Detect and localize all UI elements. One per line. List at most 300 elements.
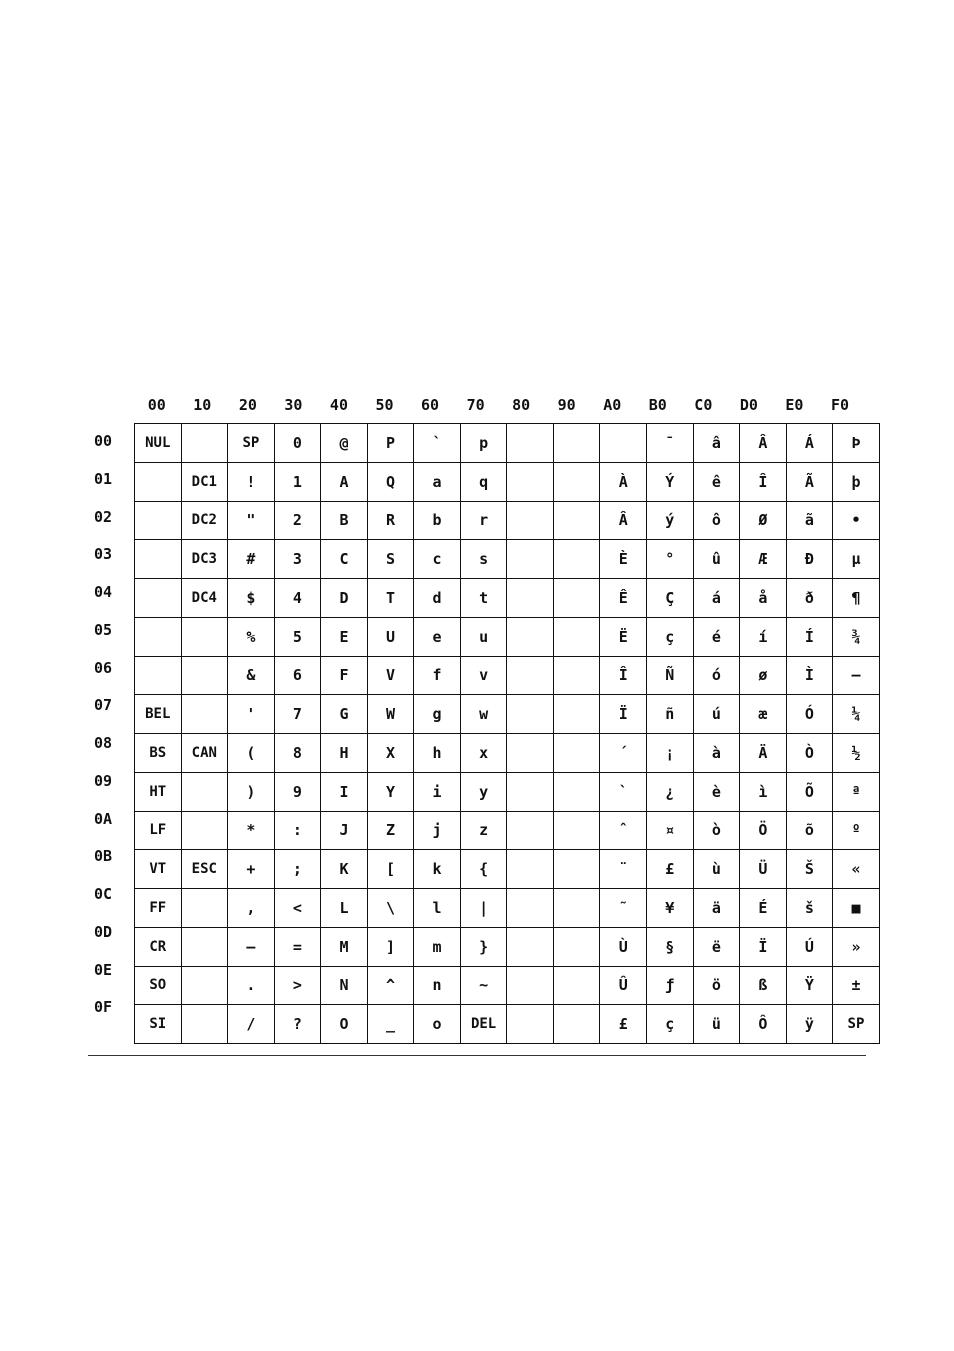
row-label: 03	[94, 545, 113, 564]
table-cell: Ñ	[647, 656, 694, 695]
table-cell: ¥	[647, 889, 694, 928]
table-cell: á	[693, 579, 740, 618]
table-cell: C	[321, 540, 368, 579]
table-cell: c	[414, 540, 461, 579]
table-cell: ø	[740, 656, 787, 695]
table-cell: SI	[135, 1005, 182, 1044]
table-cell	[181, 811, 228, 850]
table-cell: +	[228, 850, 275, 889]
table-cell: ¡	[647, 734, 694, 773]
table-cell: ã	[786, 501, 833, 540]
table-cell: n	[414, 966, 461, 1005]
table-cell	[553, 927, 600, 966]
table-cell: r	[460, 501, 507, 540]
table-cell: T	[367, 579, 414, 618]
table-cell: (	[228, 734, 275, 773]
table-cell: õ	[786, 811, 833, 850]
table-cell: k	[414, 850, 461, 889]
table-cell: ý	[647, 501, 694, 540]
table-cell: Ç	[647, 579, 694, 618]
table-cell: —	[833, 656, 880, 695]
table-cell: ]	[367, 927, 414, 966]
table-cell: û	[693, 540, 740, 579]
table-cell: P	[367, 424, 414, 463]
table-cell: Ê	[600, 579, 647, 618]
table-row	[135, 656, 880, 695]
table-cell	[135, 462, 182, 501]
table-cell	[507, 501, 554, 540]
table-cell: W	[367, 695, 414, 734]
table-cell: Ø	[740, 501, 787, 540]
table-cell: )	[228, 772, 275, 811]
table-cell: b	[414, 501, 461, 540]
table-cell: ì	[740, 772, 787, 811]
table-cell: L	[321, 889, 368, 928]
table-cell: X	[367, 734, 414, 773]
table-cell	[553, 1005, 600, 1044]
table-cell: Š	[786, 850, 833, 889]
table-cell: }	[460, 927, 507, 966]
table-cell: >	[274, 966, 321, 1005]
table-cell: "	[228, 501, 275, 540]
table-cell: <	[274, 889, 321, 928]
table-cell: I	[321, 772, 368, 811]
table-cell	[135, 579, 182, 618]
table-cell: £	[600, 1005, 647, 1044]
table-cell: Á	[786, 424, 833, 463]
table-cell: ½	[833, 734, 880, 773]
table-cell: d	[414, 579, 461, 618]
table-cell	[507, 656, 554, 695]
table-cell: Ú	[786, 927, 833, 966]
table-cell: i	[414, 772, 461, 811]
table-row	[135, 889, 880, 928]
table-cell: DC2	[181, 501, 228, 540]
table-cell: ?	[274, 1005, 321, 1044]
table-cell: =	[274, 927, 321, 966]
table-cell: Q	[367, 462, 414, 501]
table-cell: h	[414, 734, 461, 773]
table-cell: HT	[135, 772, 182, 811]
table-cell	[507, 540, 554, 579]
column-header: 60	[421, 396, 440, 414]
table-cell: ¤	[647, 811, 694, 850]
table-cell: E	[321, 617, 368, 656]
table-cell	[553, 850, 600, 889]
table-cell: Ï	[600, 695, 647, 734]
row-label: 09	[94, 771, 113, 790]
table-cell: 6	[274, 656, 321, 695]
table-cell: u	[460, 617, 507, 656]
table-cell: j	[414, 811, 461, 850]
table-cell: â	[693, 424, 740, 463]
table-cell: ~	[460, 966, 507, 1005]
table-cell: .	[228, 966, 275, 1005]
table-cell: Ò	[786, 734, 833, 773]
table-cell: ð	[786, 579, 833, 618]
row-label: 0E	[94, 960, 113, 979]
table-cell: CAN	[181, 734, 228, 773]
table-cell: 5	[274, 617, 321, 656]
column-header: B0	[648, 396, 667, 414]
table-cell: $	[228, 579, 275, 618]
row-label: 08	[94, 734, 113, 752]
table-cell	[507, 772, 554, 811]
row-label: 05	[94, 620, 113, 639]
table-cell	[553, 772, 600, 811]
table-cell: ˆ	[600, 811, 647, 850]
table-cell: Æ	[740, 540, 787, 579]
table-cell: è	[693, 772, 740, 811]
table-cell: È	[600, 540, 647, 579]
table-cell	[553, 695, 600, 734]
table-cell: ƒ	[647, 966, 694, 1005]
table-cell	[181, 617, 228, 656]
table-cell: SP	[833, 1005, 880, 1044]
table-cell	[135, 501, 182, 540]
table-cell: Ù	[600, 927, 647, 966]
table-cell: Ô	[740, 1005, 787, 1044]
table-cell: å	[740, 579, 787, 618]
table-cell	[181, 1005, 228, 1044]
table-row	[135, 927, 880, 966]
row-label: 01	[94, 469, 113, 488]
table-row	[135, 462, 880, 501]
table-cell: Y	[367, 772, 414, 811]
table-cell: ç	[647, 1005, 694, 1044]
table-cell	[181, 927, 228, 966]
table-cell: Â	[740, 424, 787, 463]
table-cell	[181, 424, 228, 463]
table-cell: ¼	[833, 695, 880, 734]
column-header-row	[134, 393, 863, 417]
table-cell	[553, 501, 600, 540]
table-cell	[553, 424, 600, 463]
table-cell: g	[414, 695, 461, 734]
row-label: 0B	[94, 847, 113, 866]
table-cell	[553, 579, 600, 618]
table-cell: š	[786, 889, 833, 928]
column-header: 80	[512, 396, 531, 414]
footer-rule	[88, 1055, 866, 1056]
table-cell: 3	[274, 540, 321, 579]
table-cell: Ä	[740, 734, 787, 773]
table-cell: Í	[786, 617, 833, 656]
table-cell: Đ	[786, 540, 833, 579]
table-cell: §	[647, 927, 694, 966]
table-cell: F	[321, 656, 368, 695]
table-cell: [	[367, 850, 414, 889]
table-cell: 8	[274, 734, 321, 773]
table-cell	[507, 734, 554, 773]
row-label: 00	[94, 432, 113, 450]
table-cell: `	[600, 772, 647, 811]
table-row	[135, 811, 880, 850]
table-cell: m	[414, 927, 461, 966]
table-cell: DC4	[181, 579, 228, 618]
column-header: A0	[603, 396, 622, 414]
table-cell: N	[321, 966, 368, 1005]
table-cell: SP	[228, 424, 275, 463]
column-header: C0	[694, 396, 713, 414]
table-cell	[135, 540, 182, 579]
table-cell	[507, 889, 554, 928]
table-cell	[507, 966, 554, 1005]
table-cell: Î	[600, 656, 647, 695]
table-row	[135, 734, 880, 773]
table-cell	[507, 927, 554, 966]
table-cell: í	[740, 617, 787, 656]
table-cell: ù	[693, 850, 740, 889]
table-cell: ë	[693, 927, 740, 966]
table-cell	[135, 656, 182, 695]
table-cell: BEL	[135, 695, 182, 734]
table-cell: %	[228, 617, 275, 656]
table-cell: J	[321, 811, 368, 850]
table-cell: ª	[833, 772, 880, 811]
table-cell: Ã	[786, 462, 833, 501]
table-cell: R	[367, 501, 414, 540]
table-cell	[553, 734, 600, 773]
column-header: 90	[557, 396, 576, 414]
table-cell: ÿ	[786, 1005, 833, 1044]
table-cell	[553, 889, 600, 928]
row-label: 04	[94, 583, 113, 601]
table-cell	[553, 966, 600, 1005]
table-cell: y	[460, 772, 507, 811]
table-cell: —	[228, 927, 275, 966]
table-cell: 1	[274, 462, 321, 501]
table-cell	[553, 617, 600, 656]
character-code-table	[134, 423, 880, 1044]
table-cell: '	[228, 695, 275, 734]
table-cell: ˜	[600, 889, 647, 928]
table-cell	[553, 540, 600, 579]
table-cell: ü	[693, 1005, 740, 1044]
table-cell: ä	[693, 889, 740, 928]
table-cell: Ý	[647, 462, 694, 501]
table-cell: «	[833, 850, 880, 889]
table-cell: ¶	[833, 579, 880, 618]
table-cell: #	[228, 540, 275, 579]
table-cell: é	[693, 617, 740, 656]
table-row	[135, 501, 880, 540]
table-cell: 2	[274, 501, 321, 540]
table-cell: Õ	[786, 772, 833, 811]
table-cell: {	[460, 850, 507, 889]
table-cell	[507, 695, 554, 734]
table-cell: VT	[135, 850, 182, 889]
column-header: 00	[147, 396, 166, 414]
table-cell: à	[693, 734, 740, 773]
table-cell: NUL	[135, 424, 182, 463]
table-cell	[507, 811, 554, 850]
table-row	[135, 695, 880, 734]
table-cell: ó	[693, 656, 740, 695]
table-cell: &	[228, 656, 275, 695]
table-cell: þ	[833, 462, 880, 501]
table-cell: x	[460, 734, 507, 773]
table-cell: B	[321, 501, 368, 540]
column-header: 40	[329, 396, 348, 414]
table-cell: FF	[135, 889, 182, 928]
table-cell: s	[460, 540, 507, 579]
table-cell: t	[460, 579, 507, 618]
table-cell: ê	[693, 462, 740, 501]
table-cell	[507, 1005, 554, 1044]
table-cell	[600, 424, 647, 463]
table-cell: »	[833, 927, 880, 966]
table-cell: A	[321, 462, 368, 501]
table-cell: z	[460, 811, 507, 850]
table-row	[135, 966, 880, 1005]
column-header: 50	[375, 396, 394, 414]
table-cell: *	[228, 811, 275, 850]
table-cell: ô	[693, 501, 740, 540]
table-cell: ±	[833, 966, 880, 1005]
table-cell: V	[367, 656, 414, 695]
table-row	[135, 424, 880, 463]
table-cell: DC3	[181, 540, 228, 579]
table-cell	[135, 617, 182, 656]
table-cell: |	[460, 889, 507, 928]
table-cell: p	[460, 424, 507, 463]
table-cell: ¿	[647, 772, 694, 811]
table-row	[135, 772, 880, 811]
table-cell: Û	[600, 966, 647, 1005]
table-cell	[181, 966, 228, 1005]
table-cell	[181, 695, 228, 734]
table-row	[135, 579, 880, 618]
table-cell: O	[321, 1005, 368, 1044]
table-cell: Ì	[786, 656, 833, 695]
table-cell: a	[414, 462, 461, 501]
table-cell: µ	[833, 540, 880, 579]
table-cell: ´	[600, 734, 647, 773]
table-cell: BS	[135, 734, 182, 773]
table-cell	[553, 462, 600, 501]
table-cell	[181, 656, 228, 695]
row-label: 02	[94, 507, 113, 526]
table-cell: H	[321, 734, 368, 773]
table-cell: ¯	[647, 424, 694, 463]
table-cell: DC1	[181, 462, 228, 501]
column-header: D0	[739, 396, 758, 414]
table-cell	[507, 850, 554, 889]
column-header: 30	[284, 396, 303, 414]
table-cell: G	[321, 695, 368, 734]
table-row	[135, 1005, 880, 1044]
table-cell: CR	[135, 927, 182, 966]
row-label-column	[94, 423, 134, 1027]
table-cell: Ü	[740, 850, 787, 889]
table-cell: Ë	[600, 617, 647, 656]
table-cell	[507, 579, 554, 618]
row-label: 0F	[94, 998, 113, 1017]
table-cell	[507, 424, 554, 463]
table-cell: ,	[228, 889, 275, 928]
table-cell: \	[367, 889, 414, 928]
table-cell: Ÿ	[786, 966, 833, 1005]
table-cell: ESC	[181, 850, 228, 889]
table-cell: ;	[274, 850, 321, 889]
table-cell: v	[460, 656, 507, 695]
table-cell: _	[367, 1005, 414, 1044]
table-cell: ò	[693, 811, 740, 850]
table-cell: ç	[647, 617, 694, 656]
table-cell: M	[321, 927, 368, 966]
column-header: 20	[238, 396, 257, 414]
table-cell: @	[321, 424, 368, 463]
table-cell: U	[367, 617, 414, 656]
row-label: 0A	[94, 809, 113, 828]
table-row	[135, 850, 880, 889]
table-cell	[181, 889, 228, 928]
table-cell: ■	[833, 889, 880, 928]
table-row	[135, 540, 880, 579]
table-cell	[553, 656, 600, 695]
row-label: 0D	[94, 922, 113, 941]
table-cell: Ó	[786, 695, 833, 734]
row-label: 06	[94, 658, 113, 677]
table-cell: É	[740, 889, 787, 928]
column-header: 10	[193, 396, 212, 414]
table-cell: DEL	[460, 1005, 507, 1044]
table-cell: 9	[274, 772, 321, 811]
table-cell: /	[228, 1005, 275, 1044]
table-cell	[181, 772, 228, 811]
table-cell	[553, 811, 600, 850]
table-cell: Î	[740, 462, 787, 501]
table-cell: ¨	[600, 850, 647, 889]
table-cell: e	[414, 617, 461, 656]
table-cell: Z	[367, 811, 414, 850]
column-header: E0	[785, 396, 804, 414]
table-cell: `	[414, 424, 461, 463]
table-cell: :	[274, 811, 321, 850]
table-cell: l	[414, 889, 461, 928]
table-row	[135, 617, 880, 656]
table-cell: q	[460, 462, 507, 501]
table-cell: 4	[274, 579, 321, 618]
table-cell	[507, 462, 554, 501]
table-cell: ö	[693, 966, 740, 1005]
column-header: 70	[466, 396, 485, 414]
table-cell: ß	[740, 966, 787, 1005]
table-cell: º	[833, 811, 880, 850]
table-cell: D	[321, 579, 368, 618]
table-cell: ú	[693, 695, 740, 734]
table-cell: ñ	[647, 695, 694, 734]
table-cell: À	[600, 462, 647, 501]
table-cell: •	[833, 501, 880, 540]
table-cell: 7	[274, 695, 321, 734]
row-label: 0C	[94, 885, 113, 903]
table-cell: f	[414, 656, 461, 695]
table-cell: w	[460, 695, 507, 734]
table-cell: o	[414, 1005, 461, 1044]
table-cell: !	[228, 462, 275, 501]
table-cell: ¾	[833, 617, 880, 656]
table-cell: Ï	[740, 927, 787, 966]
table-cell: Þ	[833, 424, 880, 463]
row-label: 07	[94, 696, 113, 715]
table-cell: SO	[135, 966, 182, 1005]
table-cell: æ	[740, 695, 787, 734]
table-cell: LF	[135, 811, 182, 850]
table-cell: ^	[367, 966, 414, 1005]
table-cell	[507, 617, 554, 656]
